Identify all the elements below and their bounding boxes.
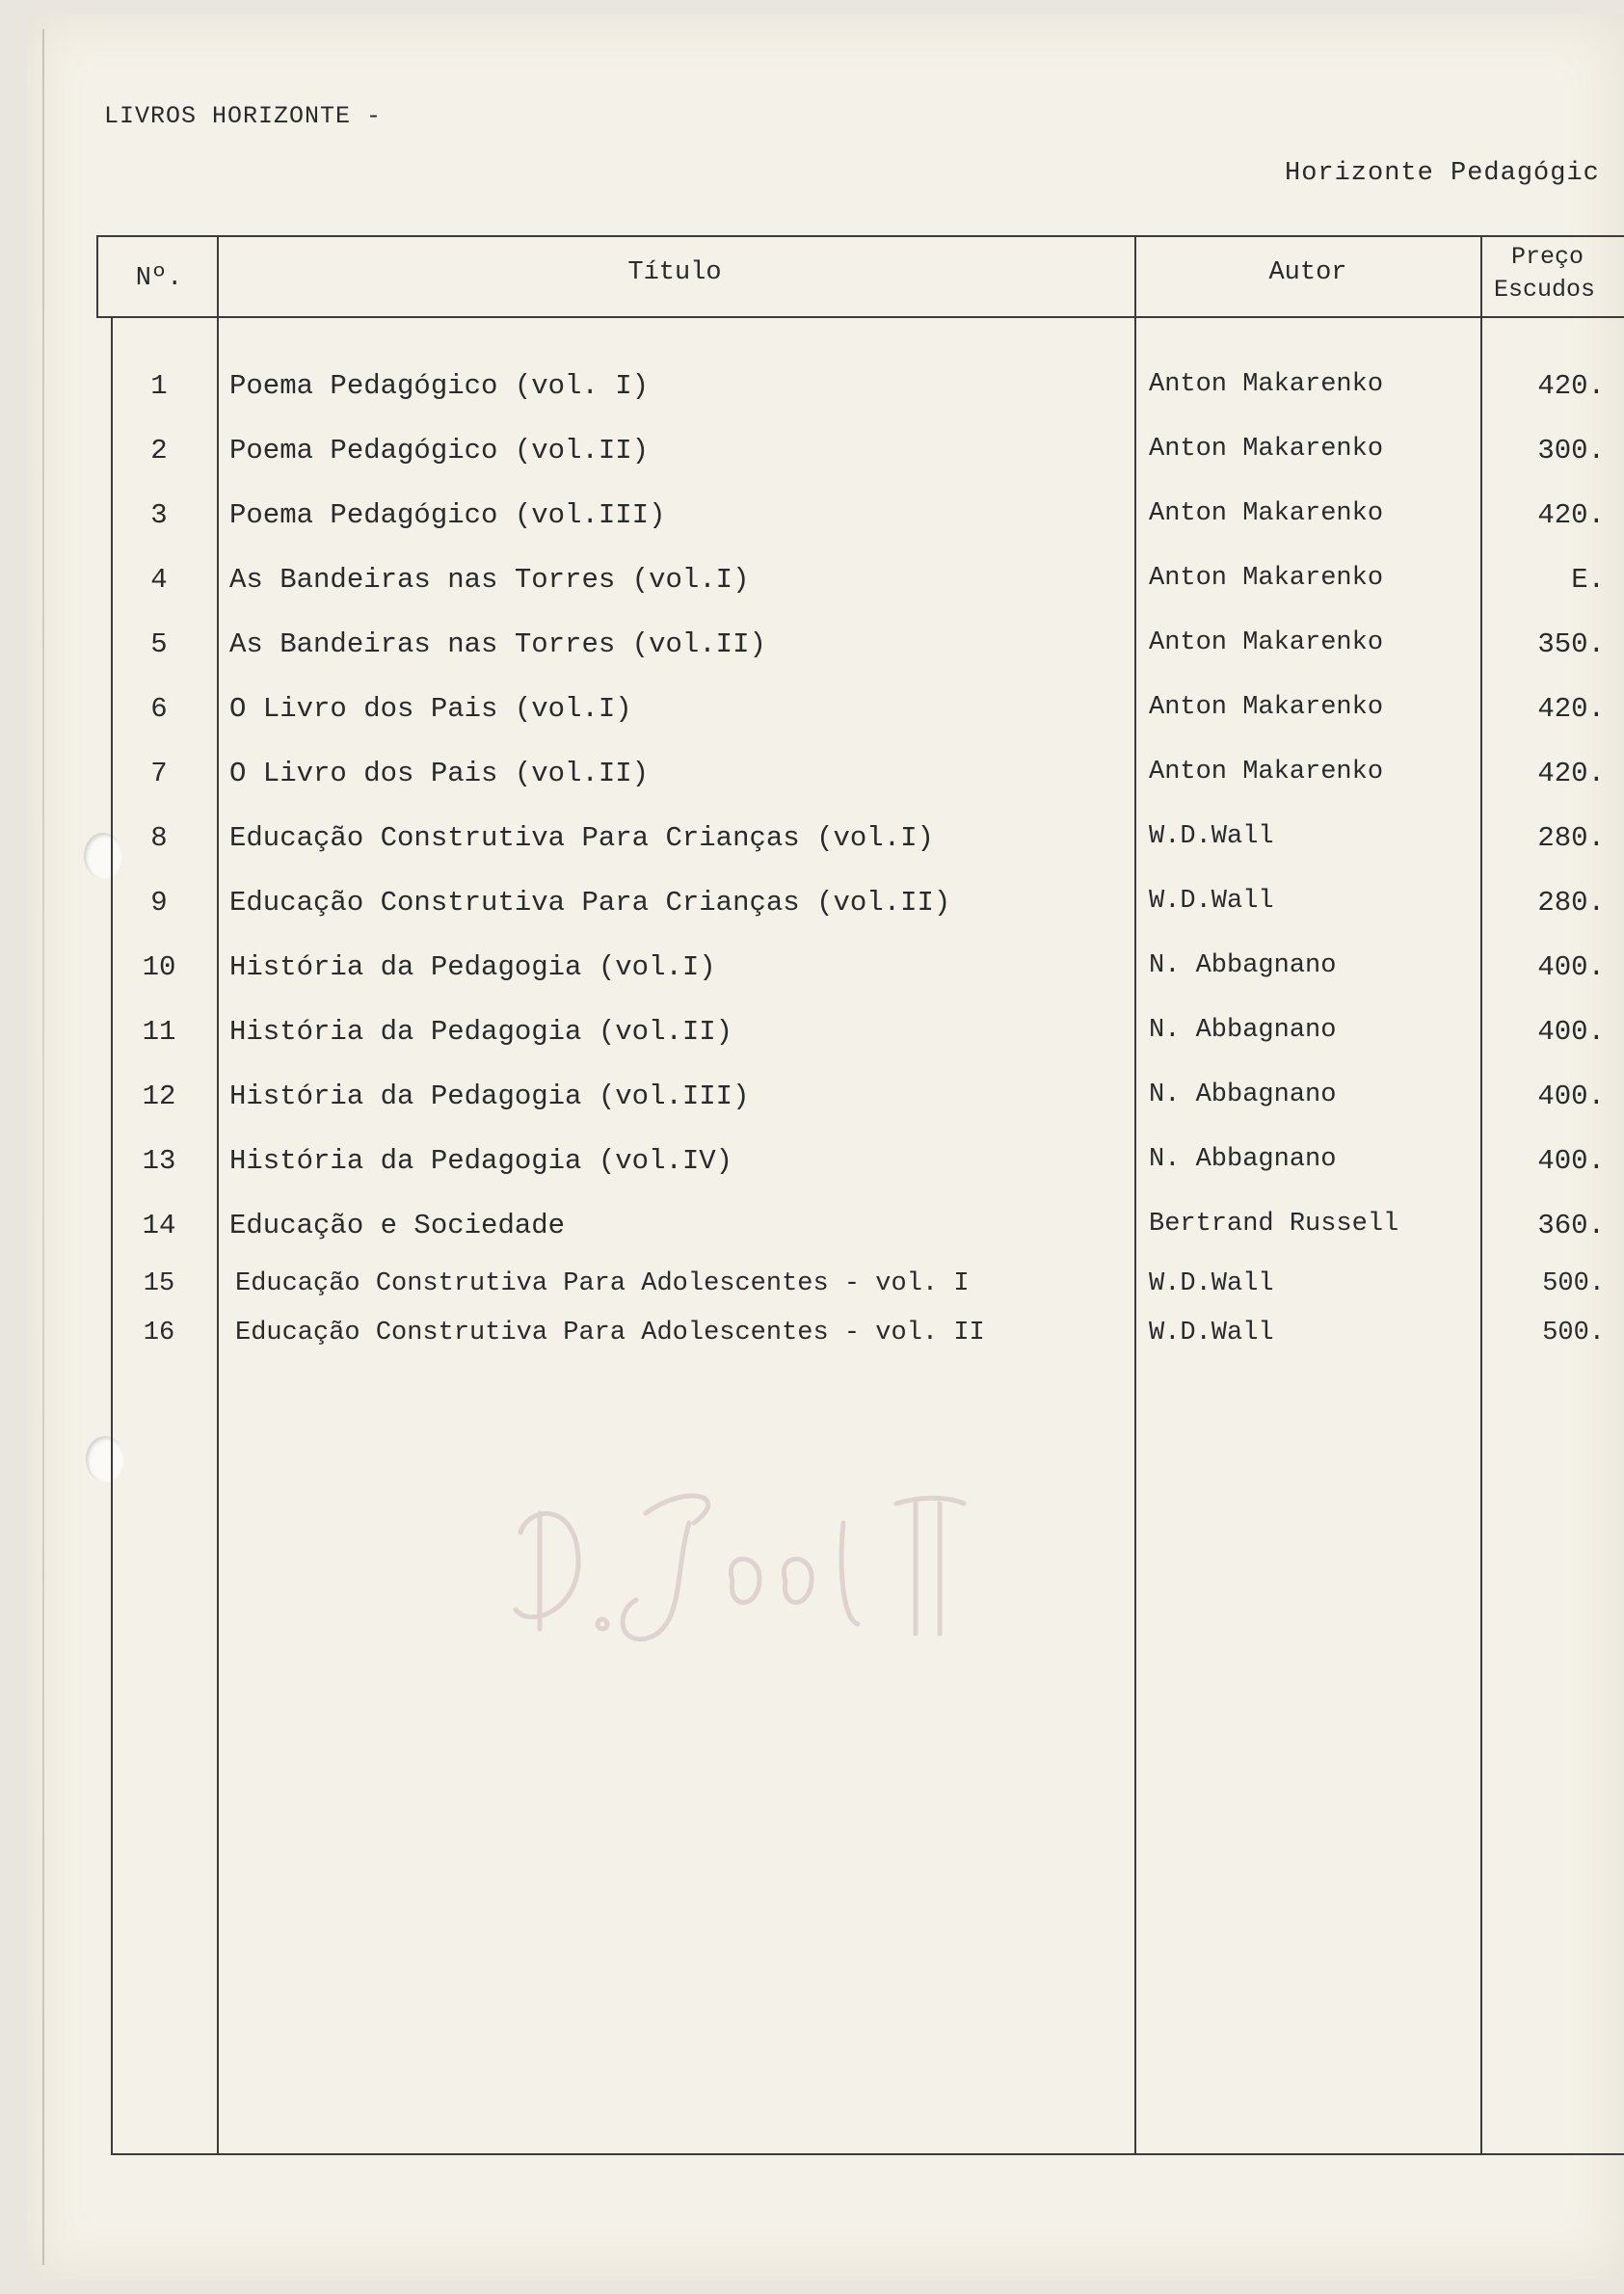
row-number: 14 bbox=[142, 1210, 176, 1241]
row-number: 8 bbox=[150, 822, 168, 854]
row-number: 1 bbox=[150, 370, 168, 402]
book-author: N. Abbagnano bbox=[1149, 1016, 1337, 1045]
table-row bbox=[96, 1269, 1624, 1308]
collection-heading: Horizonte Pedagógic bbox=[1285, 159, 1600, 188]
book-author: Anton Makarenko bbox=[1149, 628, 1384, 657]
book-author: W.D.Wall bbox=[1149, 887, 1274, 916]
table-row bbox=[96, 1145, 1624, 1184]
table-top-rule bbox=[96, 235, 1624, 237]
book-price: 500. bbox=[1542, 1319, 1605, 1347]
book-author: Anton Makarenko bbox=[1149, 435, 1384, 464]
book-price: 400. bbox=[1537, 1145, 1605, 1177]
table-row bbox=[96, 435, 1624, 473]
book-price: 500. bbox=[1542, 1269, 1605, 1298]
book-title: O Livro dos Pais (vol.II) bbox=[229, 758, 650, 789]
binding-margin-line bbox=[42, 29, 44, 2265]
book-price: 280. bbox=[1537, 822, 1605, 854]
book-title: Poema Pedagógico (vol.II) bbox=[229, 435, 650, 467]
book-author: W.D.Wall bbox=[1149, 1319, 1274, 1347]
book-price: 420. bbox=[1537, 370, 1605, 402]
book-author: Anton Makarenko bbox=[1149, 499, 1384, 528]
book-price: 400. bbox=[1537, 951, 1605, 983]
row-number: 13 bbox=[142, 1145, 176, 1177]
table-row bbox=[96, 758, 1624, 796]
row-number: 7 bbox=[150, 758, 168, 789]
row-number: 15 bbox=[143, 1269, 175, 1298]
book-catalog-table bbox=[96, 235, 1624, 2163]
column-header-num: Nº. bbox=[135, 264, 183, 293]
row-number: 9 bbox=[150, 887, 168, 919]
book-author: Bertrand Russell bbox=[1149, 1210, 1399, 1239]
book-title: História da Pedagogia (vol.IV) bbox=[229, 1145, 733, 1177]
row-number: 10 bbox=[142, 951, 176, 983]
row-number: 4 bbox=[150, 564, 168, 596]
row-number: 12 bbox=[142, 1080, 176, 1112]
book-author: W.D.Wall bbox=[1149, 822, 1274, 851]
book-title: Educação Construtiva Para Adolescentes - vol. II bbox=[235, 1319, 985, 1347]
book-title: Poema Pedagógico (vol.III) bbox=[229, 499, 666, 531]
publisher-heading: LIVROS HORIZONTE - bbox=[104, 102, 383, 130]
book-author: N. Abbagnano bbox=[1149, 1145, 1337, 1174]
column-header-title: Título bbox=[627, 258, 722, 287]
table-row bbox=[96, 1080, 1624, 1119]
table-header-rule bbox=[96, 316, 1624, 318]
book-price: 300. bbox=[1537, 435, 1605, 467]
book-author: N. Abbagnano bbox=[1149, 1080, 1337, 1109]
table-left-rule-header bbox=[96, 235, 98, 318]
column-header-author: Autor bbox=[1268, 258, 1347, 287]
table-row bbox=[96, 628, 1624, 667]
book-author: N. Abbagnano bbox=[1149, 951, 1337, 980]
book-title: Educação e Sociedade bbox=[229, 1210, 566, 1241]
column-header-price bbox=[1494, 241, 1595, 307]
column-header-price-line1: Preço bbox=[1511, 243, 1584, 271]
column-header-price-line2: Escudos bbox=[1494, 276, 1596, 304]
book-title: As Bandeiras nas Torres (vol.I) bbox=[229, 564, 750, 596]
table-row bbox=[96, 370, 1624, 409]
row-number: 11 bbox=[142, 1016, 176, 1048]
book-price: 420. bbox=[1537, 499, 1605, 531]
book-author: Anton Makarenko bbox=[1149, 693, 1384, 722]
book-price: 360. bbox=[1537, 1210, 1605, 1241]
book-title: História da Pedagogia (vol.I) bbox=[229, 951, 716, 983]
row-number: 3 bbox=[150, 499, 168, 531]
book-author: Anton Makarenko bbox=[1149, 758, 1384, 787]
row-number: 16 bbox=[143, 1319, 175, 1347]
book-title: Educação Construtiva Para Adolescentes - vol. I bbox=[235, 1269, 970, 1298]
book-price: 400. bbox=[1537, 1080, 1605, 1112]
table-row bbox=[96, 499, 1624, 538]
book-title: História da Pedagogia (vol.II) bbox=[229, 1016, 733, 1048]
row-number: 2 bbox=[150, 435, 168, 467]
book-title: História da Pedagogia (vol.III) bbox=[229, 1080, 750, 1112]
table-row bbox=[96, 887, 1624, 925]
book-author: W.D.Wall bbox=[1149, 1269, 1274, 1298]
book-title: Educação Construtiva Para Crianças (vol.II) bbox=[229, 887, 951, 919]
book-price: 280. bbox=[1537, 887, 1605, 919]
table-row bbox=[96, 951, 1624, 990]
book-price: 420. bbox=[1537, 693, 1605, 725]
faint-signature-mark bbox=[501, 1465, 1002, 1658]
book-title: Educação Construtiva Para Crianças (vol.I) bbox=[229, 822, 934, 854]
book-title: O Livro dos Pais (vol.I) bbox=[229, 693, 632, 725]
book-author: Anton Makarenko bbox=[1149, 370, 1384, 399]
table-bottom-rule bbox=[111, 2153, 1624, 2155]
book-author: Anton Makarenko bbox=[1149, 564, 1384, 593]
book-title: As Bandeiras nas Torres (vol.II) bbox=[229, 628, 766, 660]
table-row bbox=[96, 1210, 1624, 1248]
row-number: 6 bbox=[150, 693, 168, 725]
table-row bbox=[96, 693, 1624, 732]
table-row bbox=[96, 1319, 1624, 1357]
table-row bbox=[96, 564, 1624, 602]
table-row bbox=[96, 822, 1624, 861]
table-row bbox=[96, 1016, 1624, 1054]
book-price: E. bbox=[1571, 564, 1605, 596]
book-price: 350. bbox=[1537, 628, 1605, 660]
book-price: 420. bbox=[1537, 758, 1605, 789]
row-number: 5 bbox=[150, 628, 168, 660]
book-price: 400. bbox=[1537, 1016, 1605, 1048]
book-title: Poema Pedagógico (vol. I) bbox=[229, 370, 650, 402]
